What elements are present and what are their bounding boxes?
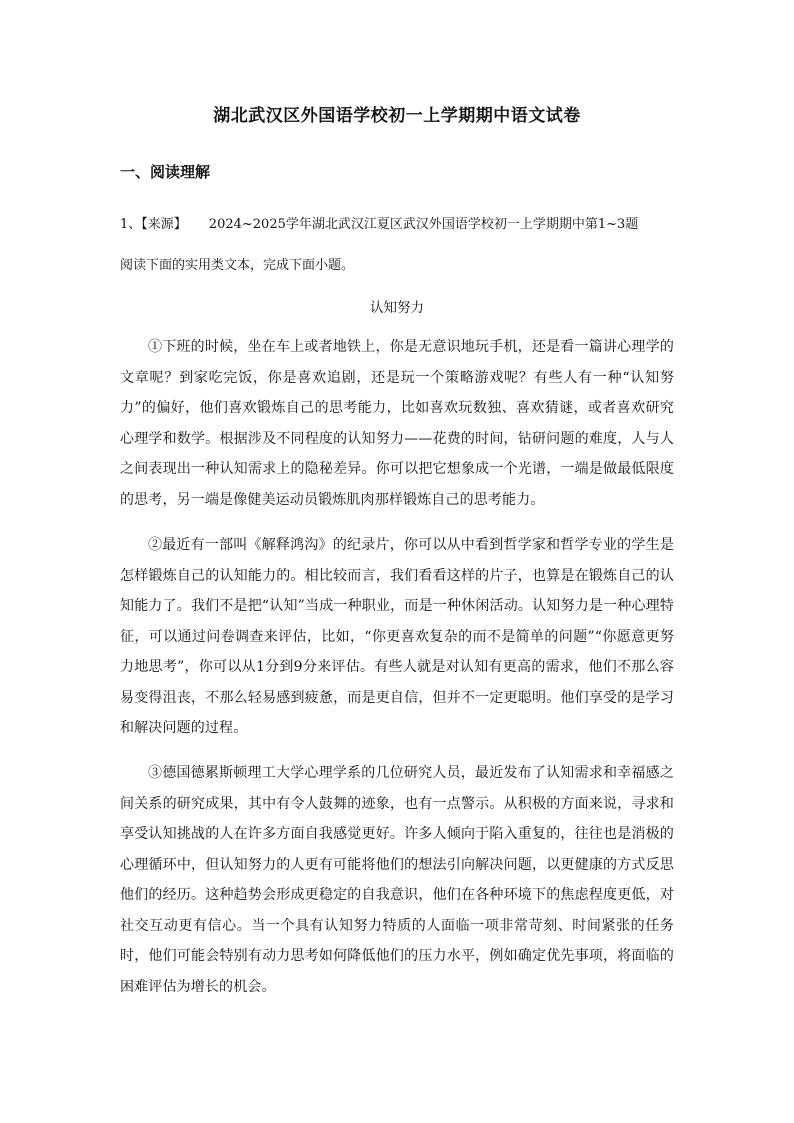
article-paragraph-1: ①下班的时候，坐在车上或者地铁上，你是无意识地玩手机，还是看一篇讲心理学的文章呢？到家吃完饭，你是喜欢追剧，还是玩一个策略游戏呢？有些人有一种“认知努力”的偏好，他们喜欢锻炼自己的思考能力，比如喜欢玩数独、喜欢猜谜，或者喜欢研究心理学和数学。根据涉及不同程度的认知努力——花费的时间，钻研问题的难度，人与人之间表现出一种认知需求上的隐秘差异。你可以把它想象成一个光谱，一端是做最低限度的思考，另一端是像健美运动员锻炼肌肉那样锻炼自己的思考能力。 (120, 339, 674, 508)
section-heading: 一、阅读理解 (120, 163, 211, 181)
source-text: 2024~2025学年湖北武汉江夏区武汉外国语学校初一上学期期中第1~3题 (208, 217, 639, 232)
article-title: 认知努力 (370, 300, 424, 316)
source-tag: 【来源】 (141, 217, 187, 232)
question-source-line (120, 215, 638, 235)
article-paragraph-3: ③德国德累斯顿理工大学心理学系的几位研究人员，最近发布了认知需求和幸福感之间关系的研究成果，其中有令人鼓舞的迹象，也有一点警示。从积极的方面来说，寻求和享受认知挑战的人在许多方面自我感觉更好。许多人倾向于陷入重复的，往往也是消极的心理循环中，但认知努力的人更有可能将他们的想法引向解决问题，以更健康的方式反思他们的经历。这种趋势会形成更稳定的自我意识，他们在各种环境下的焦虑程度更低，对社交互动更有信心。当一个具有认知努力特质的人面临一项非常苛刻、时间紧张的任务时，他们可能会特别有动力思考如何降低他们的压力水平，例如确定优先事项，将面临的困难评估为增长的机会。 (120, 765, 674, 995)
exam-title: 湖北武汉区外国语学校初一上学期期中语文试卷 (213, 106, 581, 126)
article-paragraph-2: ②最近有一部叫《解释鸿沟》的纪录片，你可以从中看到哲学家和哲学专业的学生是怎样锻炼自己的认知能力的。相比较而言，我们看看这样的片子，也算是在锻炼自己的认知能力了。我们不是把“认知”当成一种职业，而是一种休闲活动。认知努力是一种心理特征，可以通过问卷调查来评估，比如，“你更喜欢复杂的而不是简单的问题”“你愿意更努力地思考”，你可以从1分到9分来评估。有些人就是对认知有更高的需求，他们不那么容易变得沮丧，不那么轻易感到疲惫，而是更自信，但并不一定更聪明。他们享受的是学习和解决问题的过程。 (120, 537, 674, 736)
question-number: 1、 (120, 217, 142, 232)
question-instruction: 阅读下面的实用类文本，完成下面小题。 (120, 258, 355, 273)
